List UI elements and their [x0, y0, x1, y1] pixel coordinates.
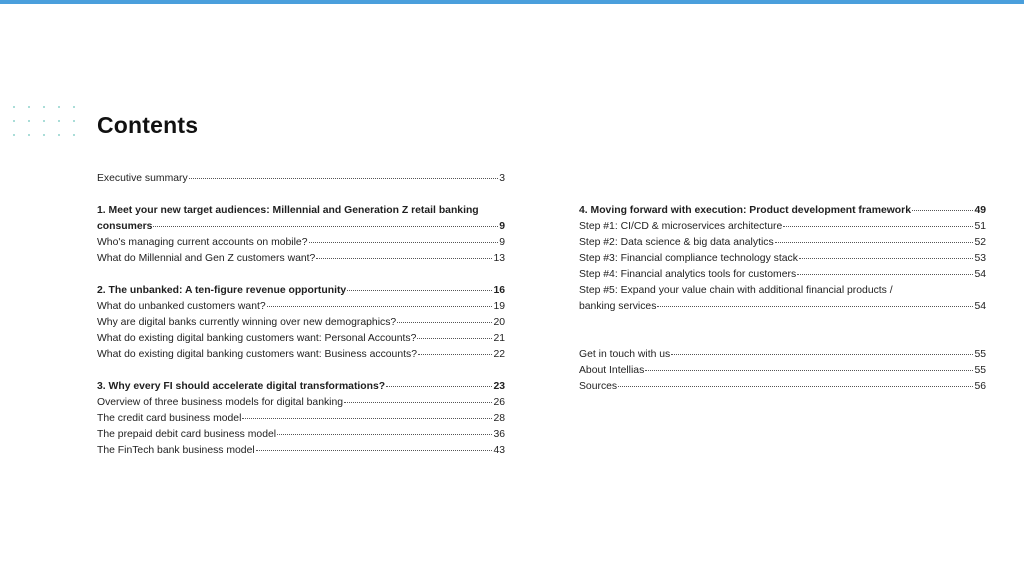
- toc-heading-line: consumers: [97, 221, 153, 232]
- top-accent-bar: [0, 0, 1024, 4]
- toc-entry-label: The prepaid debit card business model: [97, 429, 277, 440]
- spacer: [97, 363, 505, 379]
- dot-leader: [417, 338, 492, 339]
- decorative-dot: [13, 106, 15, 108]
- decorative-dot: [73, 134, 75, 136]
- decorative-dot: [28, 120, 30, 122]
- toc-entry-about[interactable]: [579, 363, 986, 379]
- toc-entry-label: What do Millennial and Gen Z customers want?: [97, 253, 316, 264]
- decorative-dot: [13, 134, 15, 136]
- decorative-dot-grid: [13, 106, 83, 140]
- toc-entry-label: The FinTech bank business model: [97, 445, 255, 456]
- toc-entry-label: Why are digital banks currently winning over new demographics?: [97, 317, 397, 328]
- toc-page-number: 53: [974, 253, 986, 264]
- dot-leader: [316, 258, 492, 259]
- toc-section-4-heading[interactable]: [579, 203, 986, 219]
- dot-leader: [671, 354, 973, 355]
- spacer: [97, 187, 505, 203]
- decorative-dot: [43, 120, 45, 122]
- dot-leader: [797, 274, 973, 275]
- dot-leader: [386, 386, 492, 387]
- toc-page-number: 22: [493, 349, 505, 360]
- dot-leader: [418, 354, 492, 355]
- decorative-dot: [58, 106, 60, 108]
- toc-heading-label: 3. Why every FI should accelerate digital transformations?: [97, 381, 386, 392]
- spacer: [579, 315, 986, 347]
- toc-entry-label: Step #4: Financial analytics tools for customers: [579, 269, 797, 280]
- dot-leader: [256, 450, 493, 451]
- dot-leader: [189, 178, 499, 179]
- toc-entry-step-5[interactable]: [579, 283, 986, 315]
- toc-entry[interactable]: [97, 235, 505, 251]
- decorative-dot: [43, 106, 45, 108]
- decorative-dot: [73, 106, 75, 108]
- toc-entry-label: Get in touch with us: [579, 349, 671, 360]
- page-title: Contents: [97, 112, 199, 138]
- toc-page-number: 56: [974, 381, 986, 392]
- toc-entry[interactable]: [579, 235, 986, 251]
- toc-entry-label: Step #2: Data science & big data analytics: [579, 237, 774, 248]
- toc-entry[interactable]: [97, 427, 505, 443]
- spacer: [97, 267, 505, 283]
- decorative-dot: [43, 134, 45, 136]
- toc-page-number: 28: [493, 413, 505, 424]
- toc-entry[interactable]: [579, 219, 986, 235]
- toc-right-column: [579, 203, 986, 395]
- toc-page-number: 23: [493, 381, 505, 392]
- toc-page-number: 54: [974, 301, 986, 312]
- toc-entry-label: What do unbanked customers want?: [97, 301, 266, 312]
- toc-page-number: 9: [499, 237, 505, 248]
- dot-leader: [775, 242, 974, 243]
- dot-leader: [657, 306, 973, 307]
- toc-section-2-heading[interactable]: [97, 283, 505, 299]
- toc-heading-label: 2. The unbanked: A ten-figure revenue opportunity: [97, 285, 347, 296]
- toc-entry[interactable]: [97, 251, 505, 267]
- dot-leader: [267, 306, 493, 307]
- toc-heading-label: 4. Moving forward with execution: Product development framework: [579, 205, 911, 216]
- toc-entry-label: Step #3: Financial compliance technology stack: [579, 253, 798, 264]
- decorative-dot: [28, 134, 30, 136]
- toc-entry-label: About Intellias: [579, 365, 645, 376]
- toc-entry[interactable]: [579, 251, 986, 267]
- toc-page-number: 9: [499, 221, 505, 232]
- toc-section-3-heading[interactable]: [97, 379, 505, 395]
- toc-entry-label: Step #1: CI/CD & microservices architecture: [579, 221, 783, 232]
- toc-entry[interactable]: [97, 347, 505, 363]
- toc-entry-label: What do existing digital banking customers want: Business accounts?: [97, 349, 417, 360]
- toc-entry-label: Executive summary: [97, 173, 188, 184]
- toc-entry[interactable]: [97, 443, 505, 459]
- toc-page-number: 55: [974, 365, 986, 376]
- toc-entry-label: Who's managing current accounts on mobile?: [97, 237, 308, 248]
- toc-entry[interactable]: [97, 411, 505, 427]
- toc-entry-label: The credit card business model: [97, 413, 242, 424]
- toc-section-1-heading[interactable]: [97, 203, 505, 235]
- toc-entry[interactable]: [97, 395, 505, 411]
- dot-leader: [347, 290, 492, 291]
- toc-entry[interactable]: [97, 299, 505, 315]
- toc-entry-label: Step #5: Expand your value chain with additional financial products /: [579, 285, 893, 296]
- toc-page-number: 26: [493, 397, 505, 408]
- toc-entry-sources[interactable]: [579, 379, 986, 395]
- toc-entry[interactable]: [579, 267, 986, 283]
- toc-page-number: 13: [493, 253, 505, 264]
- toc-page-number: 21: [493, 333, 505, 344]
- toc-page-number: 51: [974, 221, 986, 232]
- decorative-dot: [28, 106, 30, 108]
- dot-leader: [309, 242, 499, 243]
- dot-leader: [618, 386, 973, 387]
- dot-leader: [912, 210, 973, 211]
- toc-page-number: 52: [974, 237, 986, 248]
- toc-heading-line: 1. Meet your new target audiences: Millennial and Generation Z retail banking: [97, 205, 479, 216]
- decorative-dot: [58, 120, 60, 122]
- toc-page-number: 49: [974, 205, 986, 216]
- decorative-dot: [13, 120, 15, 122]
- toc-entry-label: What do existing digital banking customers want: Personal Accounts?: [97, 333, 417, 344]
- toc-entry-executive-summary[interactable]: [97, 171, 505, 187]
- dot-leader: [344, 402, 492, 403]
- dot-leader: [242, 418, 492, 419]
- dot-leader: [799, 258, 974, 259]
- toc-page-number: 20: [493, 317, 505, 328]
- toc-page-number: 3: [499, 173, 505, 184]
- toc-page-number: 36: [493, 429, 505, 440]
- dot-leader: [783, 226, 973, 227]
- toc-entry-label: Overview of three business models for digital banking: [97, 397, 344, 408]
- toc-entry[interactable]: [97, 315, 505, 331]
- toc-page-number: 16: [493, 285, 505, 296]
- toc-page-number: 54: [974, 269, 986, 280]
- toc-page-number: 55: [974, 349, 986, 360]
- dot-leader: [397, 322, 492, 323]
- dot-leader: [277, 434, 492, 435]
- toc-entry-get-in-touch[interactable]: [579, 347, 986, 363]
- toc-entry-label: banking services: [579, 301, 657, 312]
- toc-left-column: [97, 171, 505, 459]
- toc-entry[interactable]: [97, 331, 505, 347]
- toc-page-number: 19: [493, 301, 505, 312]
- decorative-dot: [58, 134, 60, 136]
- dot-leader: [645, 370, 973, 371]
- decorative-dot: [73, 120, 75, 122]
- toc-entry-label: Sources: [579, 381, 618, 392]
- dot-leader: [153, 226, 498, 227]
- toc-page-number: 43: [493, 445, 505, 456]
